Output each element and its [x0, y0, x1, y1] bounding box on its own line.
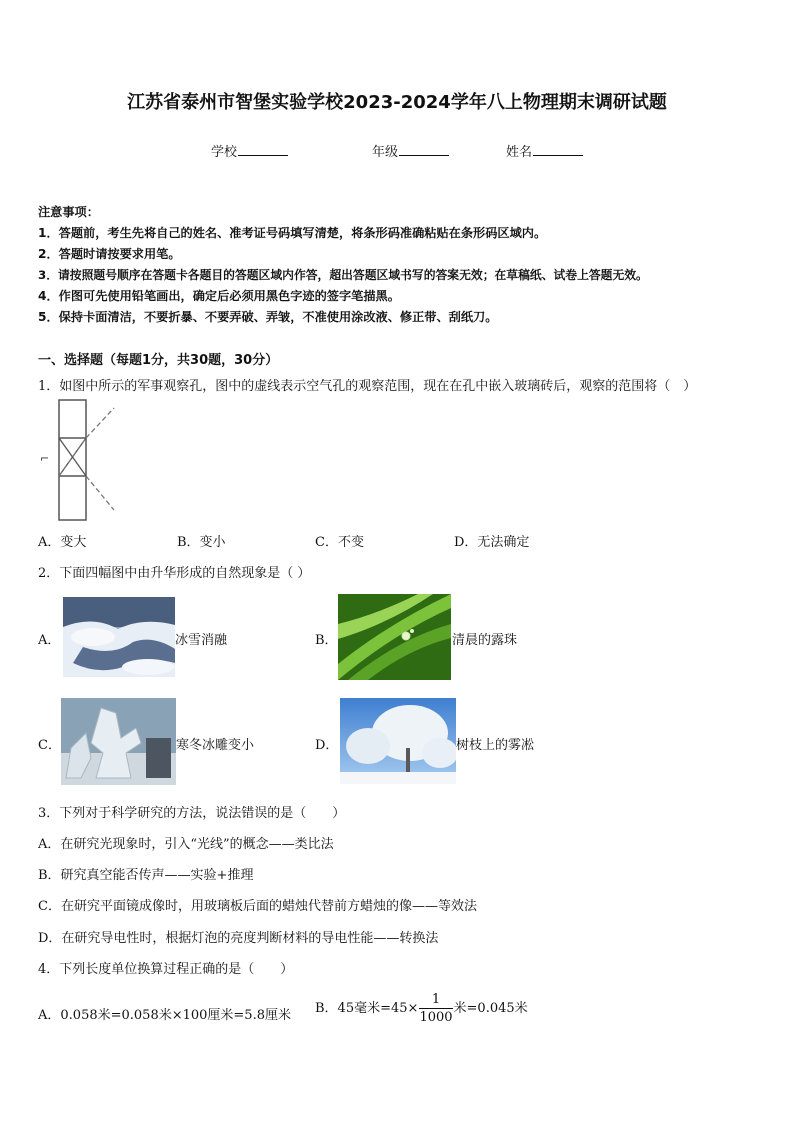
melting-snow-image	[63, 597, 175, 677]
question-3-stem: 3．下列对于科学研究的方法，说法错误的是（ ）	[38, 806, 346, 821]
section-heading: 一、选择题（每题1分，共30题，30分）	[38, 353, 279, 368]
name-label: 姓名	[506, 145, 533, 160]
notice-item: 5．保持卡面清洁，不要折暴、不要弄破、弄皱，不准使用涂改液、修正带、刮纸刀。	[38, 310, 498, 324]
q1-option-a[interactable]: A．变大	[38, 535, 87, 550]
fraction	[419, 991, 452, 1026]
q2-option-d-letter[interactable]: D．	[315, 738, 339, 753]
q4-option-a[interactable]: A．0.058米=0.058米×100厘米=5.8厘米	[38, 1008, 291, 1023]
grade-blank[interactable]	[399, 143, 449, 156]
notice-item: 4．作图可先使用铅笔画出，确定后必须用黑色字迹的签字笔描黑。	[38, 289, 400, 303]
q2-option-a-caption: 冰雪消融	[175, 633, 228, 648]
rime-on-branches-image	[340, 698, 456, 784]
fraction-numerator: 1	[419, 991, 452, 1009]
school-label: 学校	[211, 145, 238, 160]
q2-option-c-letter[interactable]: C．	[38, 738, 61, 753]
q3-option-c[interactable]: C．在研究平面镜成像时，用玻璃板后面的蜡烛代替前方蜡烛的像——等效法	[38, 899, 477, 914]
question-2-stem: 2．下面四幅图中由升华形成的自然现象是（ ）	[38, 566, 311, 581]
ice-sculpture-image	[61, 698, 176, 785]
eye-icon: ⌐	[40, 452, 50, 465]
q3-option-b[interactable]: B．研究真空能否传声——实验+推理	[38, 868, 254, 883]
q2-option-b-letter[interactable]: B．	[315, 633, 338, 648]
q1-option-c[interactable]: C．不变	[315, 535, 364, 550]
notice-item: 1．答题前，考生先将自己的姓名、准考证号码填写清楚，将条形码准确粘贴在条形码区域内。	[38, 226, 547, 240]
notice-item: 3．请按照题号顺序在答题卡各题目的答题区域内作答，超出答题区域书写的答案无效；在草稿纸、试卷上答题无效。	[38, 268, 648, 282]
question-4-stem: 4．下列长度单位换算过程正确的是（ ）	[38, 962, 294, 977]
q2-option-d-caption: 树枝上的雾凇	[456, 738, 535, 753]
q3-option-a[interactable]: A．在研究光现象时，引入“光线”的概念——类比法	[38, 837, 334, 852]
name-field[interactable]	[506, 141, 583, 160]
question-1-stem: 1．如图中所示的军事观察孔，图中的虚线表示空气孔的观察范围，现在在孔中嵌入玻璃砖后，观察的范围将（ ）	[38, 379, 697, 394]
q1-option-d[interactable]: D．无法确定	[454, 535, 530, 550]
q2-option-a-letter[interactable]: A．	[38, 633, 61, 648]
observation-hole-diagram	[36, 398, 126, 524]
notice-item: 2．答题时请按要求用笔。	[38, 247, 181, 261]
school-blank[interactable]	[238, 143, 288, 156]
morning-dew-image	[338, 594, 451, 680]
q4-option-b-suffix: 米=0.045米	[453, 1001, 528, 1016]
fraction-denominator: 1000	[419, 1010, 453, 1025]
notice-heading: 注意事项：	[38, 205, 99, 219]
q3-option-d[interactable]: D．在研究导电性时，根据灯泡的亮度判断材料的导电性能——转换法	[38, 931, 439, 946]
grade-field[interactable]	[372, 141, 449, 160]
name-blank[interactable]	[533, 143, 583, 156]
page-title: 江苏省泰州市智堡实验学校2023-2024学年八上物理期末调研试题	[127, 92, 667, 113]
school-field[interactable]	[211, 141, 288, 160]
q1-option-b[interactable]: B．变小	[177, 535, 226, 550]
grade-label: 年级	[372, 145, 399, 160]
q2-option-b-caption: 清晨的露珠	[452, 633, 518, 648]
q4-option-b-prefix: B．45毫米=45×	[315, 1001, 419, 1016]
q2-option-c-caption: 寒冬冰雕变小	[176, 738, 255, 753]
q4-option-b[interactable]	[315, 991, 528, 1026]
